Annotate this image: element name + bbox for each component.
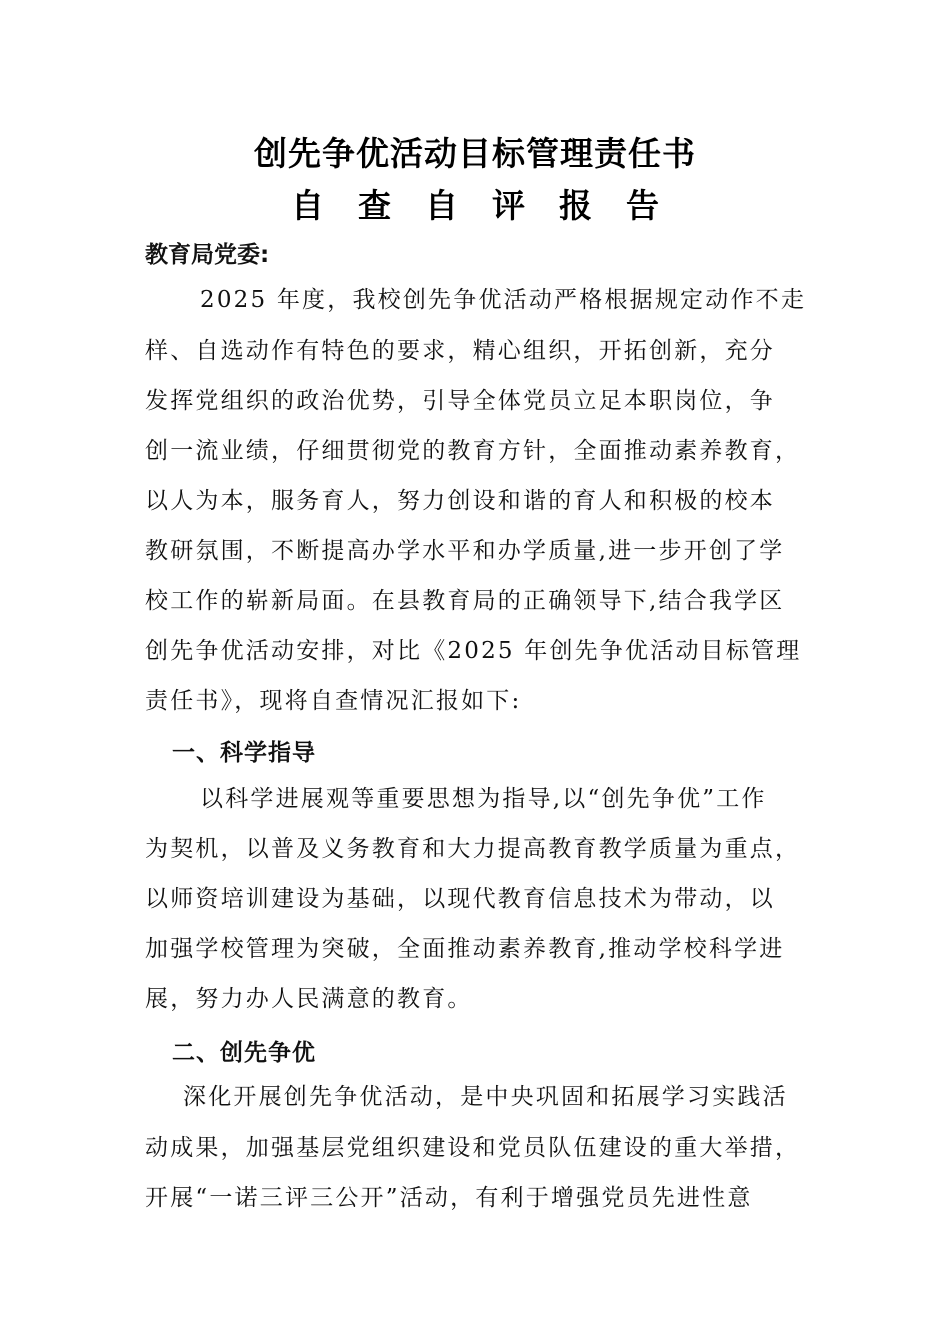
intro-line: 校工作的崭新局面。在县教育局的正确领导下,结合我学区 [145, 588, 785, 614]
intro-line: 2025 年度，我校创先争优活动严格根据规定动作不走 [200, 287, 807, 313]
intro-line: 教研氛围，不断提高办学水平和办学质量,进一步开创了学 [145, 538, 785, 564]
intro-line: 创先争优活动安排，对比《2025 年创先争优活动目标管理 [145, 638, 802, 664]
intro-line: 发挥党组织的政治优势，引导全体党员立足本职岗位，争 [145, 388, 775, 414]
intro-line: 责任书》，现将自查情况汇报如下: [145, 688, 522, 714]
salutation: 教育局党委: [145, 242, 270, 268]
document-subtitle: 自查自评报告 [291, 186, 693, 225]
section1-line: 加强学校管理为突破，全面推动素养教育,推动学校科学进 [145, 936, 785, 962]
intro-line: 以人为本，服务育人，努力创设和谐的育人和积极的校本 [145, 488, 775, 514]
section2-line: 深化开展创先争优活动，是中央巩固和拓展学习实践活 [183, 1084, 788, 1110]
section-heading-1: 一、科学指导 [172, 740, 316, 766]
document-title: 创先争优活动目标管理责任书 [254, 134, 696, 173]
section2-line: 动成果，加强基层党组织建设和党员队伍建设的重大举措， [145, 1135, 801, 1161]
section1-line: 为契机，以普及义务教育和大力提高教育教学质量为重点， [145, 836, 801, 862]
section1-line: 以科学进展观等重要思想为指导,以“创先争优”工作 [200, 786, 767, 812]
section1-line: 以师资培训建设为基础，以现代教育信息技术为带动，以 [145, 886, 775, 912]
section2-line: 开展“一诺三评三公开”活动，有利于增强党员先进性意 [145, 1185, 753, 1211]
intro-line: 创一流业绩，仔细贯彻党的教育方针，全面推动素养教育， [145, 438, 801, 464]
section-heading-2: 二、创先争优 [172, 1040, 316, 1066]
intro-line: 样、自选动作有特色的要求，精心组织，开拓创新，充分 [145, 338, 775, 364]
section1-line: 展，努力办人民满意的教育。 [145, 986, 473, 1012]
